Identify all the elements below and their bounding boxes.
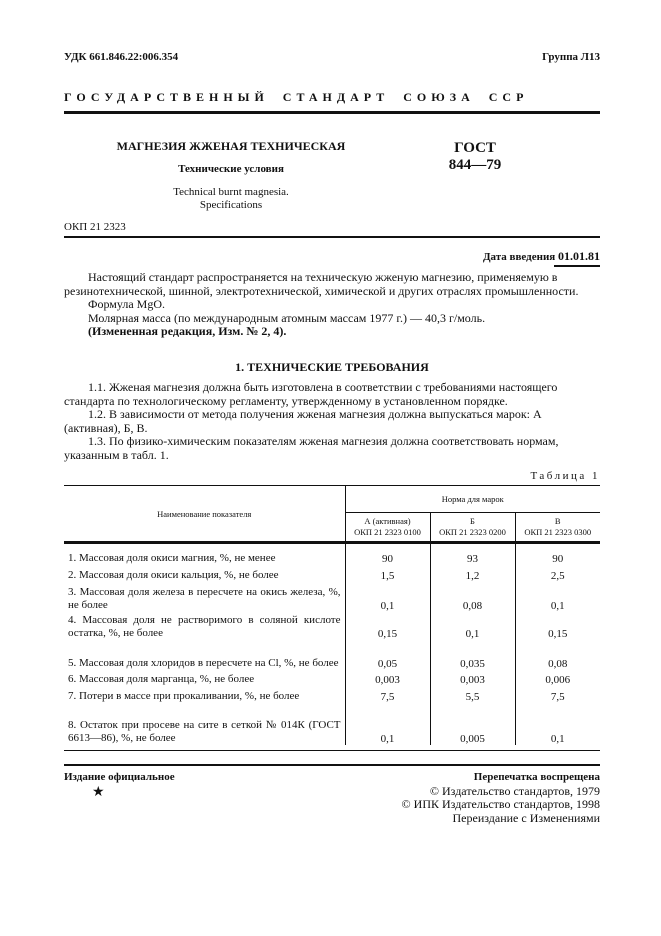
table-caption: Таблица 1 xyxy=(530,470,600,482)
norm-value: 7,5 xyxy=(515,686,600,703)
amendment-note: (Измененная редакция, Изм. № 2, 4). xyxy=(88,324,287,339)
paragraph: 1.2. В зависимости от метода получения жженая магнезия должна выпускаться марок: А (активная), Б, В. xyxy=(64,407,542,435)
reprint-notice: Перепечатка воспрещена xyxy=(473,771,600,783)
english-title-line: Technical burnt magnesia. xyxy=(173,186,289,198)
paragraph: Молярная масса (по международным атомным массам 1977 г.) — 40,3 г/моль. xyxy=(88,310,486,325)
copyright-line: © Издательство стандартов, 1979 xyxy=(429,783,600,798)
norm-value: 0,035 xyxy=(430,640,515,670)
norm-value: 93 xyxy=(430,543,515,566)
norm-value: 1,5 xyxy=(345,565,430,582)
udk-code: УДК 661.846.22:006.354 xyxy=(64,51,179,63)
table-row xyxy=(64,543,600,566)
norm-value: 0,08 xyxy=(430,582,515,612)
paragraph: 1.1. Жженая магнезия должна быть изготовлена в соответствии с требованиями настоящего стандарта по технологическому регламенту, утвержденному в установленном порядке. xyxy=(64,380,558,408)
norm-value: 0,006 xyxy=(515,670,600,686)
grade-name: В xyxy=(554,516,561,526)
norm-value: 0,15 xyxy=(345,612,430,640)
divider xyxy=(64,236,600,238)
column-header-name: Наименование показателя xyxy=(64,486,345,543)
grade-okp: ОКП 21 2323 0300 xyxy=(524,527,592,537)
table-bottom-rule xyxy=(64,750,600,751)
indicator-name: 7. Потери в массе при прокаливании, %, не более xyxy=(68,690,300,702)
copyright-line: © ИПК Издательство стандартов, 1998 xyxy=(401,797,600,811)
norm-value: 0,003 xyxy=(430,670,515,686)
table-row xyxy=(64,686,600,703)
grade-name: А (активная) xyxy=(364,516,411,526)
section-text xyxy=(64,381,600,463)
norm-value: 1,2 xyxy=(430,565,515,582)
divider xyxy=(64,764,600,766)
column-header-group: Норма для марок xyxy=(345,486,600,513)
grade-okp: ОКП 21 2323 0200 xyxy=(439,527,506,537)
date-value: 01.01.81 xyxy=(558,249,600,263)
norm-value: 2,5 xyxy=(515,565,600,582)
indicator-name: 4. Массовая доля не растворимого в соляной кислоте остатка, %, не более xyxy=(68,614,341,639)
english-title-line: Specifications xyxy=(199,199,263,211)
norm-value: 7,5 xyxy=(345,686,430,703)
divider xyxy=(554,265,600,267)
paragraph: 1.3. По физико-химическим показателям жженая магнезия должна соответствовать нормам, указанным в табл. 1. xyxy=(64,434,559,462)
table-row xyxy=(64,703,600,745)
intro-text xyxy=(64,271,600,339)
group-code: Группа Л13 xyxy=(542,51,600,63)
norm-value: 5,5 xyxy=(430,686,515,703)
paragraph: Формула MgO. xyxy=(88,297,166,312)
indicator-name: 1. Массовая доля окиси магния, %, не менее xyxy=(68,552,276,564)
norm-value: 0,05 xyxy=(345,640,430,670)
banner: ГОСУДАРСТВЕННЫЙ СТАНДАРТ СОЮЗА ССР xyxy=(64,90,529,104)
standard-title: МАГНЕЗИЯ ЖЖЕНАЯ ТЕХНИЧЕСКАЯ xyxy=(116,139,346,153)
norm-value: 90 xyxy=(345,543,430,566)
standard-subtitle: Технические условия xyxy=(178,163,284,175)
table-row xyxy=(64,565,600,582)
table-row xyxy=(64,612,600,640)
norm-value: 0,1 xyxy=(345,582,430,612)
star-icon: ★ xyxy=(92,785,105,800)
norm-value: 90 xyxy=(515,543,600,566)
section-heading: 1. ТЕХНИЧЕСКИЕ ТРЕБОВАНИЯ xyxy=(235,360,429,374)
norm-value: 0,003 xyxy=(345,670,430,686)
introduction-date xyxy=(483,249,600,264)
grade-name: Б xyxy=(470,516,475,526)
gost-number xyxy=(430,140,520,174)
table-row xyxy=(64,640,600,670)
gost-code: 844—79 xyxy=(448,157,502,173)
grade-okp: ОКП 21 2323 0100 xyxy=(354,527,421,537)
date-label: Дата введения xyxy=(482,251,556,263)
grade-header xyxy=(515,513,600,543)
norm-value: 0,08 xyxy=(515,640,600,670)
norm-value: 0,1 xyxy=(515,703,600,745)
indicator-name: 8. Остаток при просеве на сите в сеткой № 014К (ГОСТ 6613—86), %, не более xyxy=(68,719,341,744)
okp-code: ОКП 21 2323 xyxy=(64,221,126,233)
norm-value: 0,1 xyxy=(515,582,600,612)
reissue-notice: Переиздание с Изменениями xyxy=(452,810,600,825)
norm-value: 0,1 xyxy=(345,703,430,745)
gost-label: ГОСТ xyxy=(454,140,496,156)
norm-value: 0,15 xyxy=(515,612,600,640)
indicator-name: 3. Массовая доля железа в пересчете на окись железа, %, не более xyxy=(68,586,341,611)
indicator-name: 2. Массовая доля окиси кальция, %, не более xyxy=(68,569,279,581)
indicator-name: 5. Массовая доля хлоридов в пересчете на Cl, %, не более xyxy=(68,657,339,669)
norm-value: 0,1 xyxy=(430,612,515,640)
copyright-block xyxy=(402,771,600,825)
official-edition: Издание официальное xyxy=(64,771,175,783)
table-row xyxy=(64,582,600,612)
indicator-name: 6. Массовая доля марганца, %, не более xyxy=(68,673,255,685)
norm-value: 0,005 xyxy=(430,703,515,745)
grade-header xyxy=(345,513,430,543)
table-row xyxy=(64,670,600,686)
grade-header xyxy=(430,513,515,543)
specifications-table xyxy=(64,485,600,745)
divider xyxy=(64,111,600,114)
paragraph: Настоящий стандарт распространяется на техническую жженую магнезию, применяемую в резинотехнической, шинной, электротехнической, химической и других отраслях промышленности. xyxy=(64,270,579,298)
english-title xyxy=(64,186,398,212)
